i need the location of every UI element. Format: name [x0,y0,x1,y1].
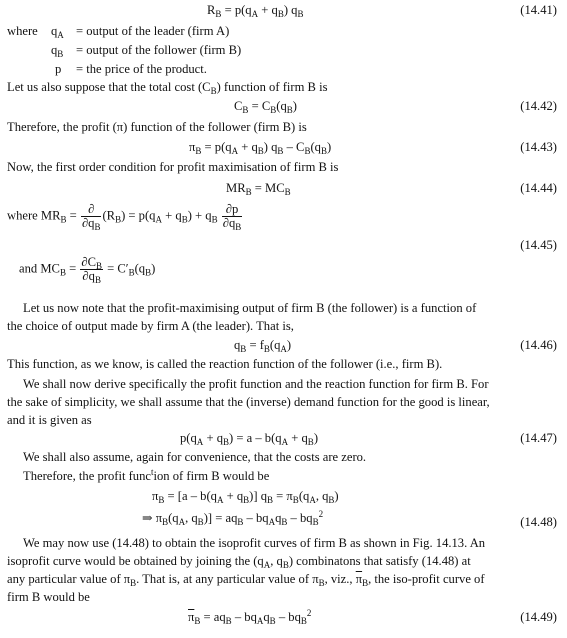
equation-number: (14.44) [520,181,557,195]
body-text-line: firm B would be [7,590,90,604]
equation-number: (14.43) [520,140,557,154]
body-text-line: any particular value of $\pi_B$. That is, at any particular value of $\pi_B$, viz., $\overline{\pi}_B$, the iso-profit curve of [7,572,485,588]
definition-text: = the price of the product. [76,62,207,76]
equation-isoprofit: $\overline{\pi}_B = aq_B - bq_Aq_B - bq_B^2$ [188,608,312,626]
equation-number: (14.41) [520,3,557,17]
definition-symbol: $q_B$ [51,43,64,59]
body-text-line: Now, the first order condition for profit maximisation of firm B is [7,160,339,174]
equation-reaction-function: $q_B = f_B(q_A)$ [234,338,292,354]
body-text-line: the sake of simplicity, we shall assume that the (inverse) demand function for the good is linear, [7,395,490,409]
definition-symbol: p [55,62,62,76]
equation-revenue: $R_B = p(q_A + q_B)$ $q_B$ [207,3,304,19]
equation-profit-linear: $\pi_B = [a - b(q_A + q_B)] q_B = \pi_B(q_A$, $q_B$) [152,489,339,505]
equation-number: (14.46) [520,338,557,352]
equation-number: (14.45) [520,238,557,252]
body-text-line: We shall also assume, again for convenience, that the costs are zero. [23,450,367,464]
equation-number: (14.47) [520,431,557,445]
definition-text: = output of the leader (firm A) [76,24,230,38]
equation-number: (14.49) [520,610,557,624]
body-text-line: This function, as we know, is called the reaction function of the follower (i.e., firm B). [7,357,443,371]
definition-text: = output of the follower (firm B) [76,43,242,57]
equation-marginal-revenue: where $MR_B$ = $\frac{\partial}{\partial q_B}$ $(R_B) = p(q_A + q_B) + q_B$ $\frac{\partial p}{\partial q_B}$ [7,202,242,232]
body-text-line: Let us now note that the profit-maximising output of firm B (the follower) is a function of [23,301,477,315]
body-text-line: We shall now derive specifically the profit function and the reaction function for firm B. For [23,377,489,391]
definition-symbol: $q_A$ [51,24,64,40]
body-text-line: and it is given as [7,413,92,427]
where-label: where [7,24,38,38]
body-text-line: isoprofit curve would be obtained by joining the ($q_A$, $q_B$) combinatons that satisfy (14.48) at [7,554,471,570]
equation-profit-expanded: ⇒ $\pi_B(q_A$, $q_B)] = aq_B - bq_Aq_B - bq_B^2$ [142,509,324,527]
equation-demand: $p(q_A + q_B) = a - b(q_A + q_B)$ [180,431,319,447]
equation-number: (14.48) [520,515,557,529]
equation-foc: $MR_B = MC_B$ [226,181,291,197]
body-text-line: Let us also suppose that the total cost $(C_B)$ function of firm B is [7,80,328,96]
body-text-line: Therefore, the profit (π) function of the follower (firm B) is [7,120,307,134]
body-text-line: Therefore, the profit func$^t$ion of firm B would be [23,467,270,483]
body-text-line: the choice of output made by firm A (the leader). That is, [7,319,294,333]
body-text-line: We may now use (14.48) to obtain the isoprofit curves of firm B as shown in Fig. 14.13. An [23,536,486,550]
equation-marginal-cost: and $MC_B$ = $\frac{\partial C_B}{\partial q_B}$ = $C'_B(q_B)$ [19,255,156,285]
equation-profit: $\pi_B = p(q_A + q_B)$ $q_B - C_B(q_B)$ [189,140,332,156]
equation-number: (14.42) [520,99,557,113]
equation-cost: $C_B = C_B(q_B)$ [234,99,297,115]
